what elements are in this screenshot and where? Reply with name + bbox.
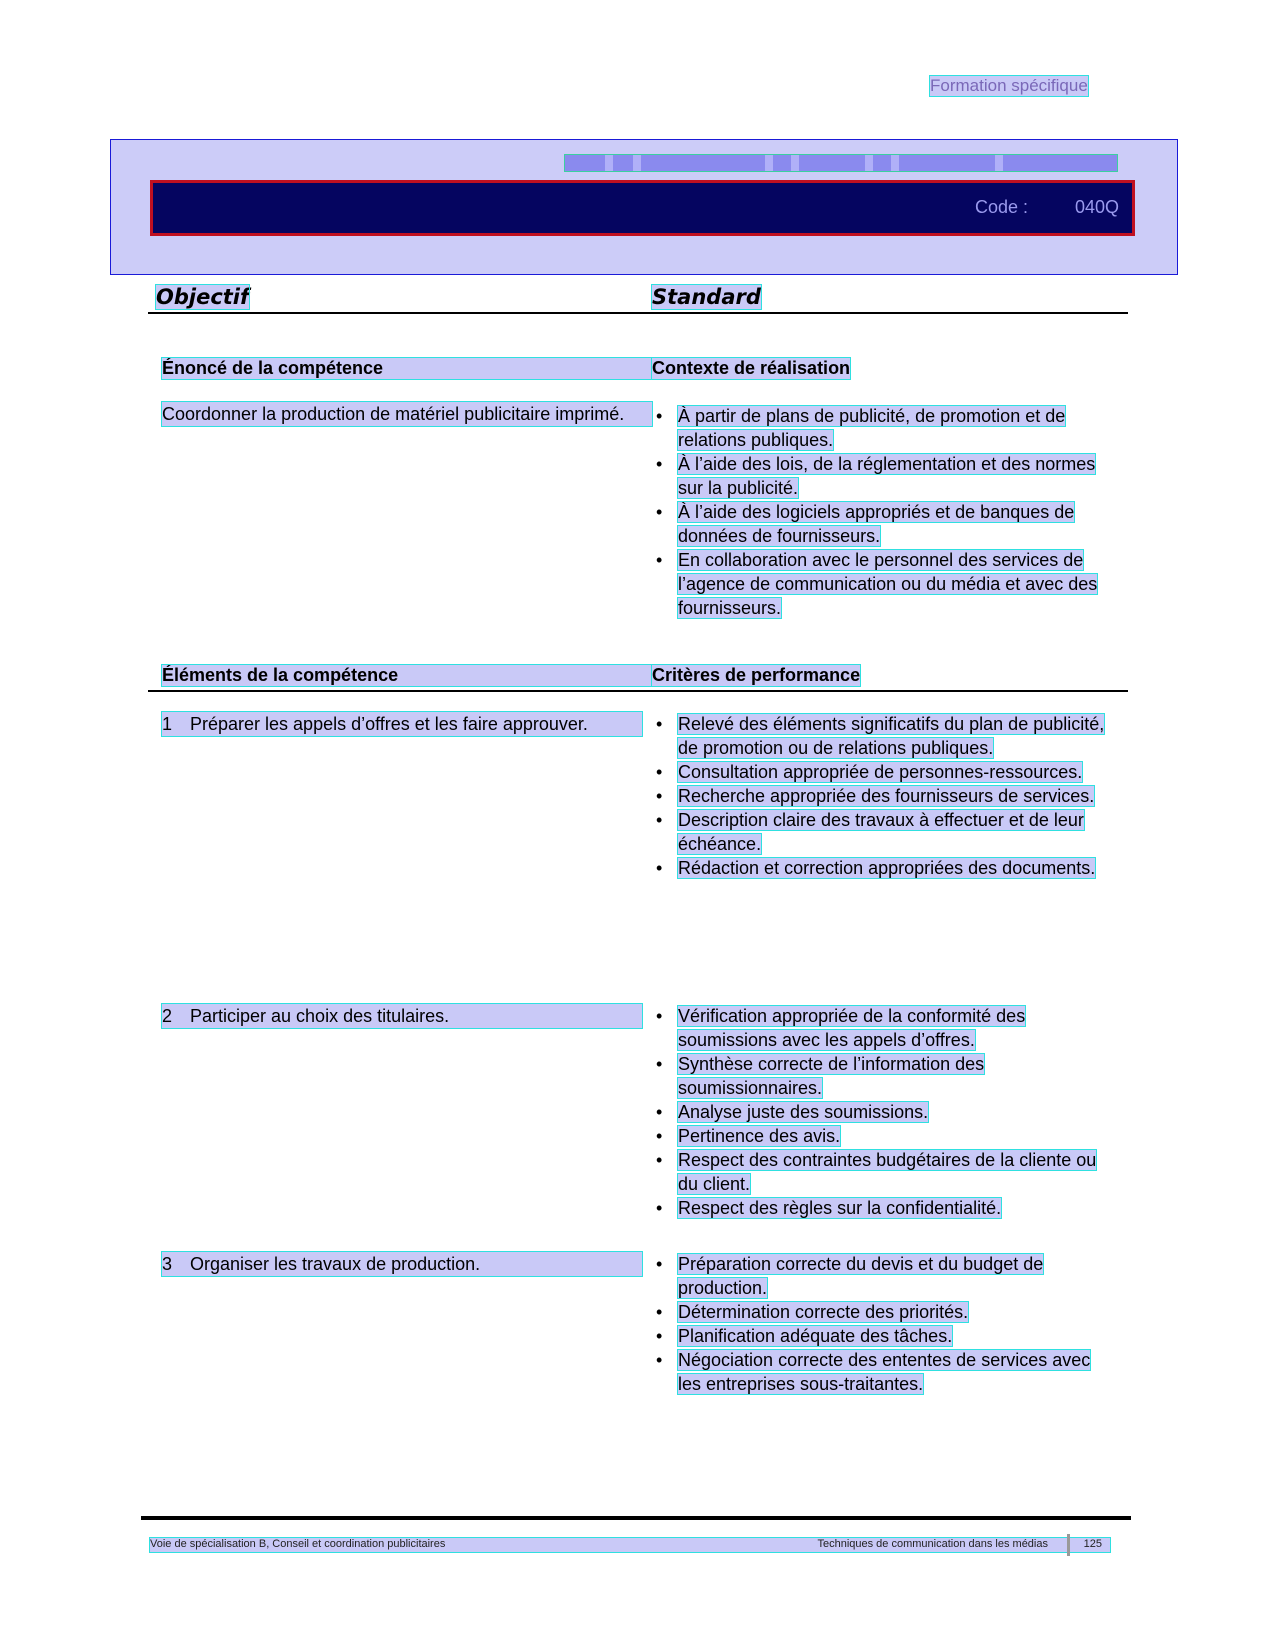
competency-statement: Coordonner la production de matériel publicitaire imprimé.	[162, 402, 652, 426]
standard-heading: Standard	[652, 285, 761, 309]
context-heading: Contexte de réalisation	[652, 358, 851, 378]
elements-divider	[148, 690, 1128, 692]
criteria-list	[656, 1252, 1116, 1396]
page-number: 125	[1083, 1538, 1102, 1550]
footer-left: Voie de spécialisation B, Conseil et coordination publicitaires	[150, 1538, 446, 1550]
criterion-item: • Synthèse correcte de l’information des soumissionnaires.	[656, 1052, 1116, 1100]
context-list	[656, 404, 1116, 620]
context-item: • À l’aide des lois, de la réglementation et des normes sur la publicité.	[656, 452, 1116, 500]
criterion-item: • Consultation appropriée de personnes-ressources.	[656, 760, 1116, 784]
criterion-item: • Vérification appropriée de la conformité des soumissions avec les appels d’offres.	[656, 1004, 1116, 1052]
criterion-item: • Pertinence des avis.	[656, 1124, 1116, 1148]
code-value: 040Q	[1075, 197, 1120, 217]
context-item: • À l’aide des logiciels appropriés et de banques de données de fournisseurs.	[656, 500, 1116, 548]
header-divider	[148, 312, 1128, 314]
criterion-item: • Description claire des travaux à effectuer et de leur échéance.	[656, 808, 1116, 856]
criterion-item: • Relevé des éléments significatifs du plan de publicité, de promotion ou de relations publiques.	[656, 712, 1116, 760]
criterion-item: • Analyse juste des soumissions.	[656, 1100, 1116, 1124]
criterion-item: • Respect des contraintes budgétaires de la cliente ou du client.	[656, 1148, 1116, 1196]
criterion-item: • Détermination correcte des priorités.	[656, 1300, 1116, 1324]
criterion-item: • Recherche appropriée des fournisseurs de services.	[656, 784, 1116, 808]
objective-heading: Objectif	[156, 285, 250, 309]
criterion-item: • Planification adéquate des tâches.	[656, 1324, 1116, 1348]
element-item: 3 Organiser les travaux de production.	[162, 1252, 642, 1276]
element-item: 2 Participer au choix des titulaires.	[162, 1004, 642, 1028]
element-item: 1 Préparer les appels d’offres et les faire approuver.	[162, 712, 642, 736]
criterion-item: • Rédaction et correction appropriées des documents.	[656, 856, 1116, 880]
elements-heading: Éléments de la compétence	[162, 665, 652, 686]
context-item: • À partir de plans de publicité, de promotion et de relations publiques.	[656, 404, 1116, 452]
section-header: Formation spécifique	[930, 76, 1088, 95]
criterion-item: • Respect des règles sur la confidentialité.	[656, 1196, 1116, 1220]
code-label: Code :	[975, 197, 1029, 217]
criteria-list	[656, 1004, 1116, 1220]
criteria-heading: Critères de performance	[652, 665, 861, 685]
page-footer	[150, 1538, 1110, 1552]
criteria-list	[656, 712, 1116, 880]
statement-heading: Énoncé de la compétence	[162, 358, 652, 379]
footer-right: Techniques de communication dans les médias	[817, 1538, 1048, 1550]
context-item: • En collaboration avec le personnel des services de l’agence de communication ou du média et avec des fournisseurs.	[656, 548, 1116, 620]
code-strip	[565, 155, 1117, 171]
footer-divider	[141, 1516, 1131, 1520]
footer-separator	[1067, 1534, 1070, 1556]
criterion-item: • Préparation correcte du devis et du budget de production.	[656, 1252, 1116, 1300]
criterion-item: • Négociation correcte des ententes de services avec les entreprises sous-traitantes.	[656, 1348, 1116, 1396]
